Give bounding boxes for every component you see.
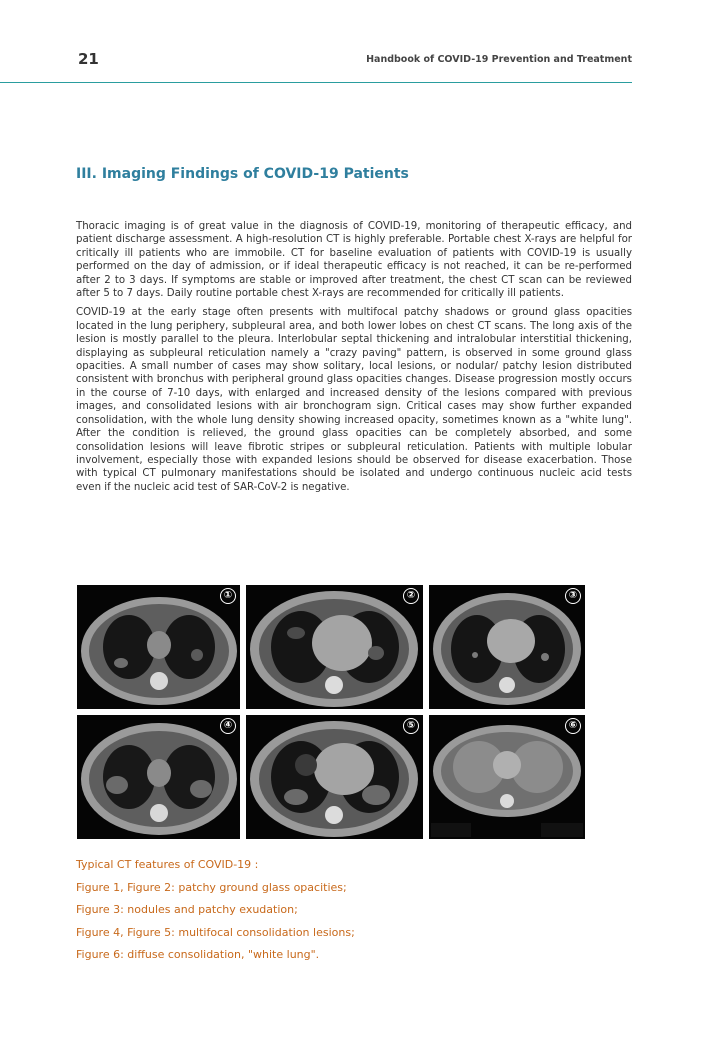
caption-line: Figure 3: nodules and patchy exudation;: [76, 903, 298, 916]
section-heading: III. Imaging Findings of COVID-19 Patients: [76, 166, 409, 182]
ct-scan-2: [246, 585, 423, 709]
caption-title: Typical CT features of COVID-19 :: [76, 858, 259, 871]
ct-scan-4: [77, 715, 240, 839]
figure-number-6: ⑥: [565, 718, 581, 734]
paragraph-2: COVID-19 at the early stage often presents with multifocal patchy shadows or ground glass opacities located in the lung periphery, subpleural area, and both lower lobes on chest CT scans. The long axis of the lesion is mostly parallel to the pleura. Interlobular septal thickening and intralobular interstitial thickening, displaying as subpleural reticulation namely a "crazy paving" pattern, is observed in some ground glass opacities. A small number of cases may show solitary, local lesions, or nodular/ patchy lesion distributed consistent with bronchus with peripheral ground glass opacities changes. Disease progression mostly occurs in the course of 7-10 days, with enlarged and increased density of the lesions compared with previous images, and consolidated lesions with air bronchogram sign. Critical cases may show further expanded consolidation, with the whole lung density showing increased opacity, sometimes known as a "white lung". After the condition is relieved, the ground glass opacities can be completely absorbed, and some consolidation lesions will leave fibrotic stripes or subpleural reticulation. Patients with multiple lobular involvement, especially those with expanded lesions should be observed for disease exacerbation. Those with typical CT pulmonary manifestations should be isolated and undergo continuous nucleic acid tests even if the nucleic acid test of SAR-CoV-2 is negative.: [76, 307, 632, 493]
caption-line: Figure 4, Figure 5: multifocal consolidation lesions;: [76, 925, 355, 939]
paragraph-1: Thoracic imaging is of great value in the diagnosis of COVID-19, monitoring of therapeutic efficacy, and patient discharge assessment. A high-resolution CT is highly preferable. Portable chest X-rays are helpful for critically ill patients who are immobile. CT for baseline evaluation of patients with COVID-19 is usually performed on the day of admission, or if ideal therapeutic efficacy is not reached, it can be re-performed after 2 to 3 days. If symptoms are stable or improved after treatment, the chest CT scan can be reviewed after 5 to 7 days. Daily routine portable chest X-rays are recommended for critically ill patients.: [76, 221, 632, 300]
figure-number-1: ①: [220, 588, 236, 604]
header-rule: [0, 82, 632, 83]
figure-number-5: ⑤: [403, 718, 419, 734]
body-text: [76, 220, 632, 500]
figure-number-3: ③: [565, 588, 581, 604]
ct-scan-1: [77, 585, 240, 709]
caption-line: Figure 6: diffuse consolidation, "white lung".: [76, 948, 320, 961]
running-header: Handbook of COVID-19 Prevention and Treatment: [366, 54, 632, 65]
ct-scan-5: [246, 715, 423, 839]
caption-line: Figure 1, Figure 2: patchy ground glass opacities;: [76, 880, 347, 894]
ct-figure-grid: [77, 585, 585, 841]
figure-caption: [76, 854, 355, 967]
ct-scan-3: [429, 585, 585, 709]
ct-scan-6: [429, 715, 585, 839]
figure-number-2: ②: [403, 588, 419, 604]
figure-number-4: ④: [220, 718, 236, 734]
page-number: 21: [78, 50, 99, 68]
